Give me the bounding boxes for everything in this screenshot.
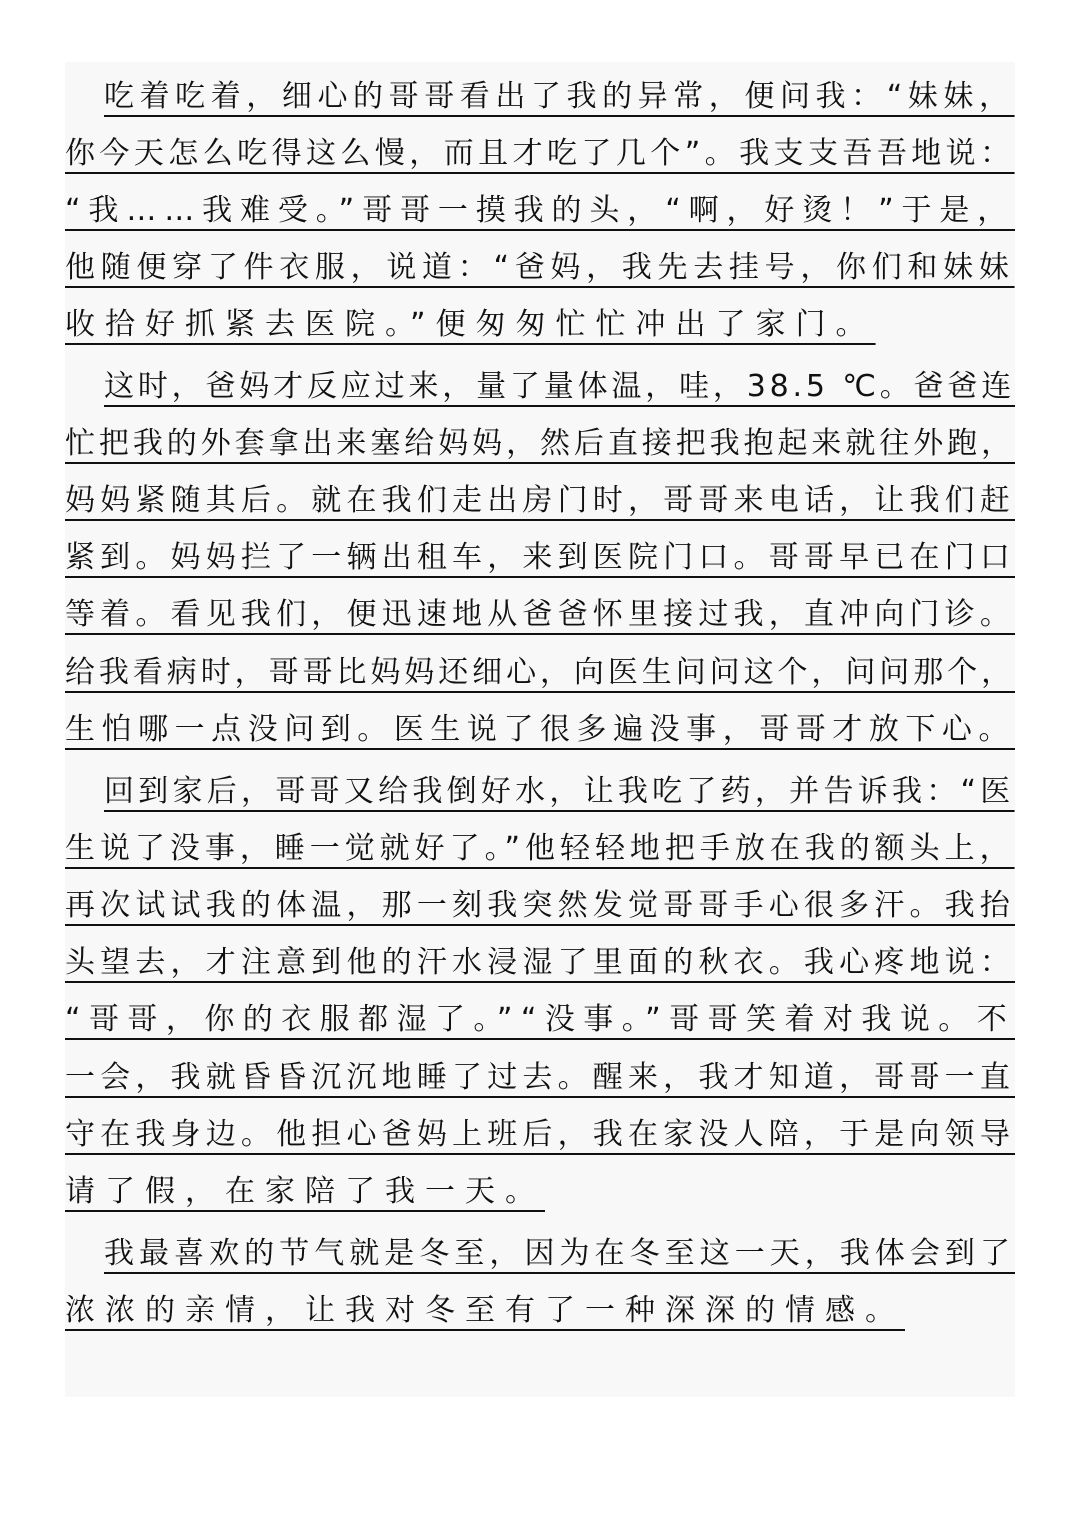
line-text: 再次试试我的体温，那一刻我突然发觉哥哥手心很多汗。我抬 bbox=[65, 888, 1015, 924]
text-line bbox=[65, 871, 1015, 928]
text-line bbox=[65, 757, 1015, 814]
text-line bbox=[65, 1219, 1015, 1276]
line-text: 吃着吃着，细心的哥哥看出了我的异常，便问我：“妹妹， bbox=[104, 79, 1015, 115]
text-line bbox=[65, 352, 1015, 409]
line-text: 我最喜欢的节气就是冬至，因为在冬至这一天，我体会到了 bbox=[104, 1236, 1015, 1272]
line-text: 等着。看见我们，便迅速地从爸爸怀里接过我，直冲向门诊。 bbox=[65, 597, 1015, 633]
text-line bbox=[65, 523, 1015, 580]
line-text: 一会，我就昏昏沉沉地睡了过去。醒来，我才知道，哥哥一直 bbox=[65, 1059, 1015, 1095]
line-text: 给我看病时，哥哥比妈妈还细心，向医生问问这个，问问那个， bbox=[65, 654, 1015, 690]
text-line bbox=[65, 1157, 1015, 1214]
line-text: 请了假，在家陪了我一天。 bbox=[65, 1173, 545, 1209]
line-text: 浓浓的亲情，让我对冬至有了一种深深的情感。 bbox=[65, 1293, 905, 1329]
line-text: 你今天怎么吃得这么慢，而且才吃了几个”。我支支吾吾地说： bbox=[65, 136, 1015, 172]
text-line bbox=[65, 580, 1015, 637]
paragraph-4 bbox=[65, 1219, 1015, 1333]
line-text: 头望去，才注意到他的汗水浸湿了里面的秋衣。我心疼地说： bbox=[65, 945, 1015, 981]
text-line bbox=[65, 1100, 1015, 1157]
text-line bbox=[65, 466, 1015, 523]
text-line bbox=[65, 290, 1015, 347]
paragraph-3 bbox=[65, 757, 1015, 1214]
text-line bbox=[65, 928, 1015, 985]
line-text: 紧到。妈妈拦了一辆出租车，来到医院门口。哥哥早已在门口 bbox=[65, 540, 1015, 576]
text-line bbox=[65, 695, 1015, 752]
line-text: 忙把我的外套拿出来塞给妈妈，然后直接把我抱起来就往外跑， bbox=[65, 426, 1015, 462]
line-text: 生说了没事，睡一觉就好了。”他轻轻地把手放在我的额头上， bbox=[65, 831, 1015, 867]
paragraph-2 bbox=[65, 352, 1015, 752]
text-line bbox=[65, 1042, 1015, 1099]
line-text: 妈妈紧随其后。就在我们走出房门时，哥哥来电话，让我们赶 bbox=[65, 483, 1015, 519]
line-text: 收拾好抓紧去医院。”便匆匆忙忙冲出了家门。 bbox=[65, 307, 876, 343]
text-line bbox=[65, 814, 1015, 871]
text-line bbox=[65, 176, 1015, 233]
text-line bbox=[65, 62, 1015, 119]
line-text: 守在我身边。他担心爸妈上班后，我在家没人陪，于是向领导 bbox=[65, 1116, 1015, 1152]
text-line bbox=[65, 985, 1015, 1042]
line-text: 他随便穿了件衣服，说道：“爸妈，我先去挂号，你们和妹妹 bbox=[65, 250, 1015, 286]
line-text: 生怕哪一点没问到。医生说了很多遍没事，哥哥才放下心。 bbox=[65, 711, 1015, 747]
line-text: “我……我难受。”哥哥一摸我的头，“啊，好烫！”于是， bbox=[65, 193, 1015, 229]
text-line bbox=[65, 637, 1015, 694]
text-line bbox=[65, 119, 1015, 176]
line-text: 回到家后，哥哥又给我倒好水，让我吃了药，并告诉我：“医 bbox=[104, 774, 1015, 810]
text-line bbox=[65, 233, 1015, 290]
paragraph-1 bbox=[65, 62, 1015, 347]
text-line bbox=[65, 409, 1015, 466]
line-text: “哥哥，你的衣服都湿了。”“没事。”哥哥笑着对我说。不 bbox=[65, 1002, 1015, 1038]
line-text: 这时，爸妈才反应过来，量了量体温，哇，38.5 ℃。爸爸连 bbox=[104, 369, 1015, 405]
text-line bbox=[65, 1276, 1015, 1333]
